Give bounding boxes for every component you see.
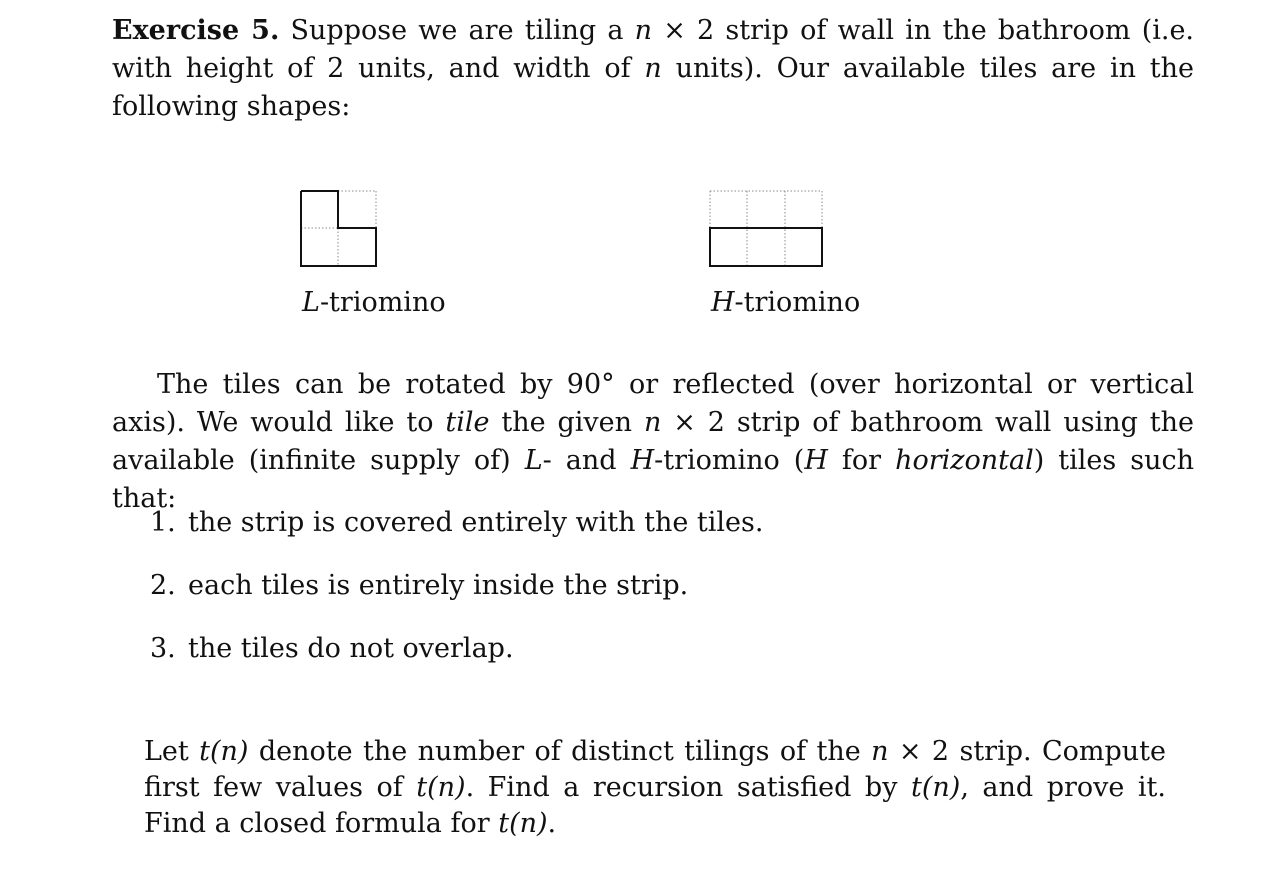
var-n: n bbox=[871, 736, 889, 767]
var-n: n bbox=[643, 407, 662, 438]
intro-times: × 2 bbox=[652, 15, 715, 46]
l-triomino-caption: L-triomino bbox=[302, 287, 446, 318]
var-n: n bbox=[634, 15, 653, 46]
tn-expression: t(n) bbox=[199, 736, 249, 767]
var-n: n bbox=[644, 53, 662, 84]
intro-text-2: strip of wall in the bathroom (i.e. with height of 2 units, and width of bbox=[112, 15, 1195, 84]
horizontal-emphasis: horizontal bbox=[895, 445, 1034, 476]
intro-paragraph bbox=[112, 12, 1194, 126]
intro-text-3: units). Our available tiles are in the following shapes: bbox=[112, 53, 1194, 122]
intro-text-1: Suppose we are tiling a bbox=[279, 15, 635, 46]
list-item: 3. the tiles do not overlap. bbox=[150, 633, 514, 664]
rules-paragraph: The tiles can be rotated by 90° or reflected (over horizontal or vertical axis). We would like to tile the given n × 2 strip of bathroom wall using the available (infinite supply of) L- and H-triomino (H for horizontal) tiles such that: bbox=[112, 369, 1194, 514]
question-paragraph: Let t(n) denote the number of distinct tilings of the n × 2 strip. Compute first few values of t(n). Find a recursion satisfied by t(n), and prove it. Find a closed formula for t(n). bbox=[144, 736, 1166, 839]
h-triomino-caption: H-triomino bbox=[711, 287, 861, 318]
tn-expression: t(n) bbox=[416, 772, 466, 803]
tile-emphasis: tile bbox=[445, 407, 490, 438]
h-triomino-figure bbox=[707, 188, 827, 270]
tn-expression: t(n) bbox=[911, 772, 961, 803]
tn-expression: t(n) bbox=[498, 808, 548, 839]
exercise-heading: Exercise 5. bbox=[112, 15, 280, 46]
list-item: 1. the strip is covered entirely with the tiles. bbox=[150, 507, 764, 538]
l-triomino-figure bbox=[298, 188, 380, 270]
list-item: 2. each tiles is entirely inside the strip. bbox=[150, 570, 689, 601]
